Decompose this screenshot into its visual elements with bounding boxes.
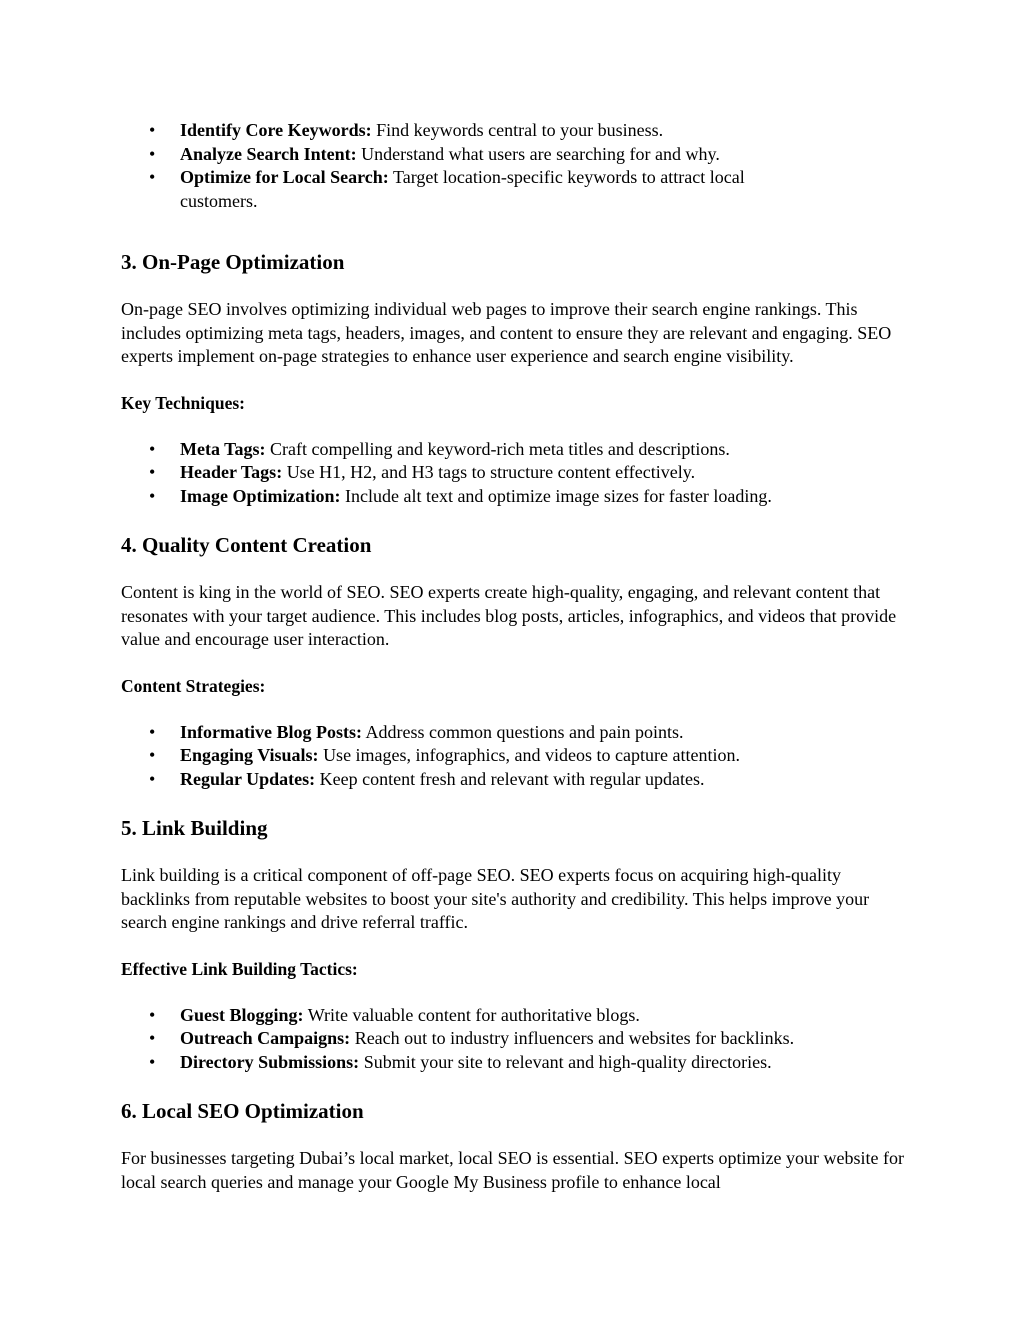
section-heading: 4. Quality Content Creation [121, 533, 372, 557]
section-subheading: Key Techniques: [121, 392, 245, 413]
section-subheading: Effective Link Building Tactics: [121, 958, 358, 979]
list-item: • Regular Updates: Keep content fresh and relevant with regular updates. [121, 768, 911, 792]
list-item: • Identify Core Keywords: Find keywords central to your business. [121, 119, 911, 143]
list-item: • Header Tags: Use H1, H2, and H3 tags to structure content effectively. [121, 461, 911, 485]
section-heading: 3. On-Page Optimization [121, 250, 345, 274]
section-body: For businesses targeting Dubai’s local market, local SEO is essential. SEO experts optimize your website for local search queries and manage your Google My Business profile to enhance local [121, 1148, 905, 1192]
list-item: • Guest Blogging: Write valuable content for authoritative blogs. [121, 1004, 911, 1028]
section-subheading: Content Strategies: [121, 675, 266, 696]
list-item: • Optimize for Local Search: Target location-specific keywords to attract local customers. [121, 166, 820, 213]
keyword-list [121, 119, 911, 213]
list-item: • Analyze Search Intent: Understand what users are searching for and why. [121, 143, 911, 167]
tactic-list [121, 1004, 911, 1075]
section-body: Content is king in the world of SEO. SEO experts create high-quality, engaging, and relevant content that resonates with your target audience. This includes blog posts, articles, infographics, and videos that provide value and encourage user interaction. [121, 582, 897, 649]
list-item: • Engaging Visuals: Use images, infographics, and videos to capture attention. [121, 744, 911, 768]
section-heading: 5. Link Building [121, 816, 268, 840]
list-item: • Meta Tags: Craft compelling and keyword-rich meta titles and descriptions. [121, 438, 911, 462]
list-item: • Outreach Campaigns: Reach out to industry influencers and websites for backlinks. [121, 1027, 911, 1051]
document-page [121, 119, 911, 1194]
technique-list [121, 438, 911, 509]
section-body: On-page SEO involves optimizing individual web pages to improve their search engine rankings. This includes optimizing meta tags, headers, images, and content to ensure they are relevant and engaging. SEO experts implement on-page strategies to enhance user experience and search engine visibility. [121, 299, 892, 366]
list-item: • Informative Blog Posts: Address common questions and pain points. [121, 721, 911, 745]
list-item: • Image Optimization: Include alt text and optimize image sizes for faster loading. [121, 485, 911, 509]
list-item: • Directory Submissions: Submit your site to relevant and high-quality directories. [121, 1051, 911, 1075]
section-heading: 6. Local SEO Optimization [121, 1099, 364, 1123]
strategy-list [121, 721, 911, 792]
section-body: Link building is a critical component of off-page SEO. SEO experts focus on acquiring high-quality backlinks from reputable websites to boost your site's authority and credibility. This helps improve your search engine rankings and drive referral traffic. [121, 865, 870, 932]
